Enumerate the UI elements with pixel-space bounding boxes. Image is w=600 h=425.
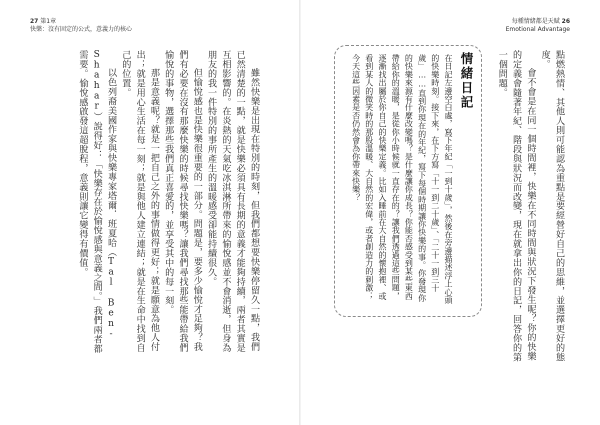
page-gutter [299, 0, 301, 425]
left-paragraph-1: 雖然快樂是出現在特別的時刻，但我們都想要快樂停留久一點，我們已然清楚的一點，就是快樂必須具有長期的意義才能夠持續，兩者其實是互相影響的。在炎熱的天氣吃冰淇淋所帶來的愉悅感並不會消逝，但身為朋友的我一件特別的事所產生的溫暖感受卻能持續很久。 [206, 50, 259, 353]
left-page-number: 27 [30, 18, 39, 25]
left-paragraph-4: 以色列裔美國作家與快樂專家塔爾．班夏哈（Tal Ben-Shahar）說得好：「快樂存在於愉悅感與意義之間。」我們兩者都需要。愉悅感啟發這超脫程，意義則讓它變得有價值。 [77, 50, 117, 354]
left-paragraph-3: 那是意義呢？就是一把自己之外的事情做得更好；就是願意為他人付出；就是用心生活在每一刻；就是與他人建立連結；就是在生命中找到自己的位置。 [120, 50, 159, 353]
right-page-body [496, 50, 566, 368]
left-page-header [30, 18, 132, 33]
right-page-header [506, 18, 570, 33]
right-paragraph-1: 點燃熱情、其他人則可能認為重點是要經營好自己的思維，並選擇更好的態度。 [539, 50, 564, 362]
emotion-journal-box [334, 45, 482, 317]
chapter-subtitle: 快樂：沒有固定的公式，意義力的核心 [30, 25, 133, 33]
right-page-number: 26 [561, 18, 570, 25]
journal-box-text: 在日記左邊空白處，寫下年紀「一到十歲」，然後在旁邊描述浮上心頭的快樂時刻。接下來，在下方寫「十一到二十歲」、「二十一到三十歲」……直到你現在的年紀，寫下每個時期讓你快樂的事。你發現你的快樂來源有什麼改變嗎？是什麼讓你成長？你能否感受到某些東西帶給你的溫暖，是從你小時候就一直存在的？讓我們透過這些問題，逐漸找出屬於你自己的快樂定義。比如入睡前在大自然的懷抱裡、或看到某人的微笑時的那股溫暖、大自然的宏偉，或者創造力的刺激；今天這些因素是否仍然會為你帶來快樂？ [351, 54, 453, 305]
english-title: Emotional Advantage [505, 25, 570, 33]
left-paragraph-2: 但愉悅感也是快樂很重要的一部分。問題是，要多少愉悅才足夠？我們有必要在沒有那麼快樂的時候尋找快樂嗎？讓我們尋找那些能帶給我們愉悅的事物，選擇那些我們真正喜愛的，並享受其中的每一刻。 [163, 50, 202, 353]
left-page-body [75, 50, 261, 355]
book-title: 每種情緒都是天賦 [511, 18, 560, 25]
chapter-label: 第1章 [40, 18, 57, 25]
right-paragraph-2: 會不會是在同一個時間裡，快樂在不同時間與狀況下發生呢？你的快樂的定義會隨著年紀、階段與狀況而改變，現在就拿出你的日記，回答你的第一個問題。 [496, 50, 536, 362]
journal-box-title: 情緒日記 [459, 52, 474, 110]
